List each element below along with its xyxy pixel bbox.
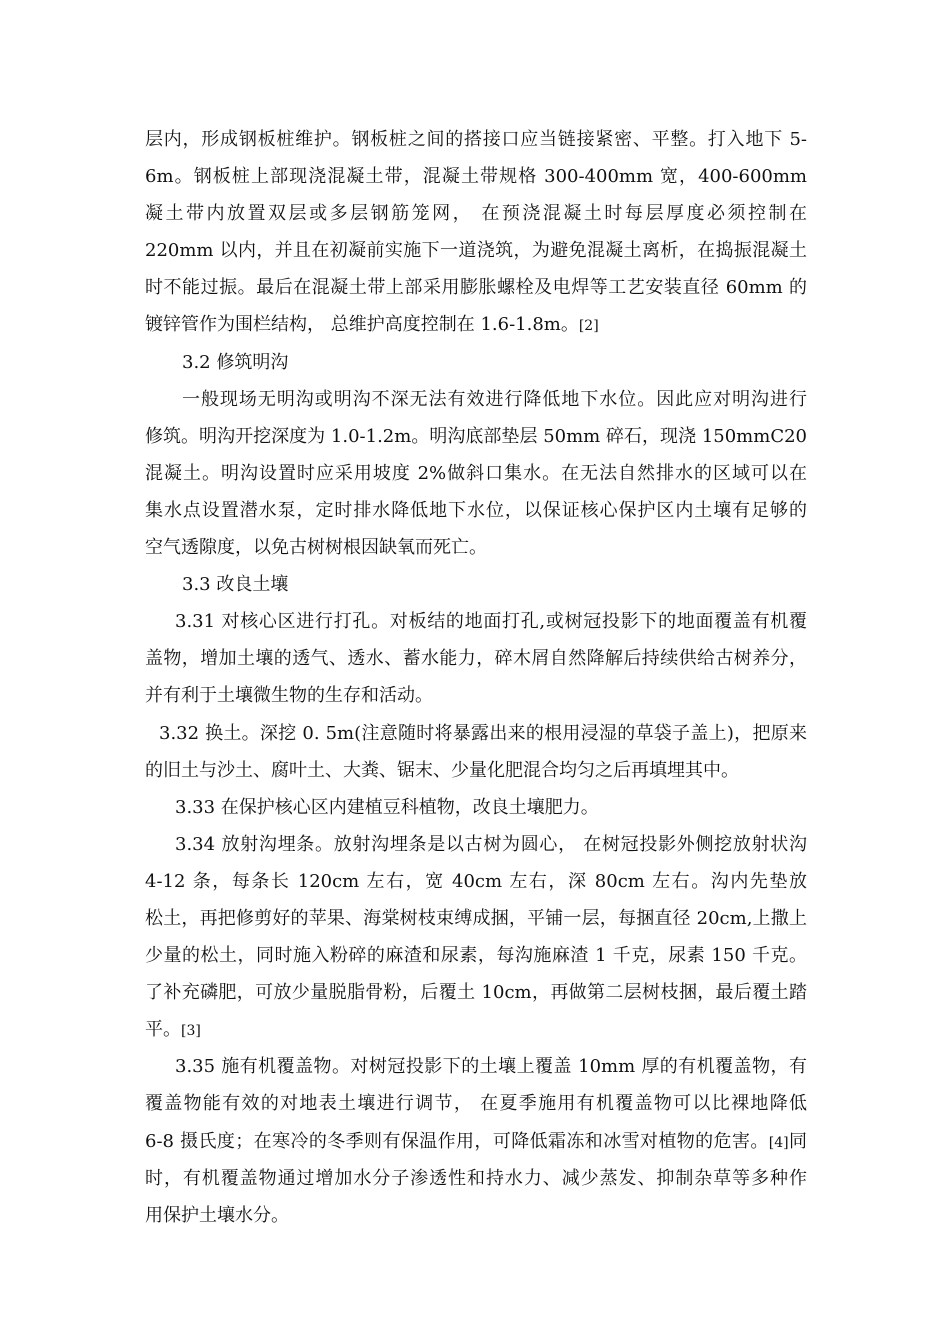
text-line <box>145 1085 807 1122</box>
text-line <box>145 195 807 232</box>
line-text: 混凝土。明沟设置时应采用坡度 2%做斜口集水。在无法自然排水的区域可以在 <box>145 462 807 484</box>
line-text: 时，有机覆盖物通过增加水分子渗透性和持水力、减少蒸发、抑制杂草等多种作 <box>145 1167 807 1189</box>
text-line <box>145 306 807 343</box>
line-text: 层内，形成钢板桩维护。钢板桩之间的搭接口应当链接紧密、平整。打入地下 5- <box>145 129 807 150</box>
citation-ref: [3] <box>181 1023 201 1040</box>
text-line <box>145 974 807 1011</box>
line-text: 4-12 条，每条长 120cm 左右，宽 40cm 左右，深 80cm 左右。沟内先垫放 <box>145 870 807 892</box>
line-text: 6-8 摄氏度；在寒冷的冬季则有保温作用，可降低霜冻和冰雪对植物的危害。 <box>145 1130 769 1152</box>
line-text: 3.34 放射沟埋条。放射沟埋条是以古树为圆心， 在树冠投影外侧挖放射状沟 <box>175 833 807 855</box>
text-line <box>145 1123 807 1160</box>
text-line <box>145 269 807 306</box>
line-text: 时不能过振。最后在混凝土带上部采用膨胀螺栓及电焊等工艺安装直径 60mm 的 <box>145 277 807 299</box>
text-line <box>145 789 807 826</box>
line-text: 并有利于土壤微生物的生存和活动。 <box>145 685 433 707</box>
text-line <box>145 640 807 677</box>
line-text: 少量的松土，同时施入粉碎的麻渣和尿素，每沟施麻渣 1 千克，尿素 150 千克。 <box>145 945 807 967</box>
line-text: 6m。钢板桩上部现浇混凝土带，混凝土带规格 300-400mm 宽，400-600mm <box>145 166 807 188</box>
line-text: 3.32 换土。深挖 0. 5m(注意随时将暴露出来的根用浸湿的草袋子盖上)，把原来 <box>159 722 807 744</box>
text-line <box>145 381 807 418</box>
line-text: 3.35 施有机覆盖物。对树冠投影下的土壤上覆盖 10mm 厚的有机覆盖物，有 <box>175 1056 807 1078</box>
line-text: 盖物，增加土壤的透气、透水、蓄水能力，碎木屑自然降解后持续供给古树养分， <box>145 648 807 670</box>
line-text: 3.33 在保护核心区内建植豆科植物，改良土壤肥力。 <box>175 796 599 818</box>
text-line <box>145 677 807 714</box>
line-text: 3.31 对核心区进行打孔。对板结的地面打孔,或树冠投影下的地面覆盖有机覆 <box>175 611 807 633</box>
line-text: 修筑。明沟开挖深度为 1.0-1.2m。明沟底部垫层 50mm 碎石，现浇 150mmC20 <box>145 425 807 447</box>
text-line <box>145 1048 807 1085</box>
line-text: 一般现场无明沟或明沟不深无法有效进行降低地下水位。因此应对明沟进行 <box>182 388 807 410</box>
text-line <box>145 900 807 937</box>
line-text: 3.2 修筑明沟 <box>182 351 289 373</box>
text-line <box>145 418 807 455</box>
text-line <box>145 492 807 529</box>
text-line <box>145 344 807 381</box>
text-line <box>145 715 807 752</box>
line-text: 空气透隙度，以免古树树根因缺氧而死亡。 <box>145 537 487 559</box>
text-line <box>145 937 807 974</box>
text-line <box>145 566 807 603</box>
document-body <box>145 121 807 1234</box>
text-line <box>145 1011 807 1048</box>
line-text: 用保护土壤水分。 <box>145 1204 289 1226</box>
text-line <box>145 752 807 789</box>
line-text: 集水点设置潜水泵，定时排水降低地下水位，以保证核心保护区内土壤有足够的 <box>145 499 807 521</box>
line-text: 平。 <box>145 1019 181 1041</box>
text-line <box>145 455 807 492</box>
citation-ref: [4] <box>768 1134 789 1151</box>
line-text-tail: 同 <box>788 1130 807 1152</box>
text-line <box>145 158 807 195</box>
line-text: 覆盖物能有效的对地表土壤进行调节， 在夏季施用有机覆盖物可以比裸地降低 <box>145 1093 807 1115</box>
text-line <box>145 232 807 269</box>
line-text: 镀锌管作为围栏结构， 总维护高度控制在 1.6-1.8m。 <box>145 314 579 336</box>
text-line <box>145 121 807 158</box>
citation-ref: [2] <box>578 318 599 335</box>
text-line <box>145 1160 807 1197</box>
line-text: 松土，再把修剪好的苹果、海棠树枝束缚成捆，平铺一层，每捆直径 20cm,上撒上 <box>145 907 807 929</box>
line-text: 了补充磷肥，可放少量脱脂骨粉，后覆土 10cm，再做第二层树枝捆，最后覆土踏 <box>145 982 807 1004</box>
text-line <box>145 863 807 900</box>
line-text: 凝土带内放置双层或多层钢筋笼网， 在预浇混凝土时每层厚度必须控制在 <box>145 203 807 225</box>
line-text: 的旧土与沙土、腐叶土、大粪、锯末、少量化肥混合均匀之后再填埋其中。 <box>145 759 739 781</box>
text-line <box>145 529 807 566</box>
line-text: 220mm 以内，并且在初凝前实施下一道浇筑，为避免混凝土离析，在捣振混凝土 <box>145 240 807 262</box>
text-line <box>145 826 807 863</box>
text-line <box>145 603 807 640</box>
line-text: 3.3 改良土壤 <box>182 574 289 596</box>
text-line <box>145 1197 807 1234</box>
